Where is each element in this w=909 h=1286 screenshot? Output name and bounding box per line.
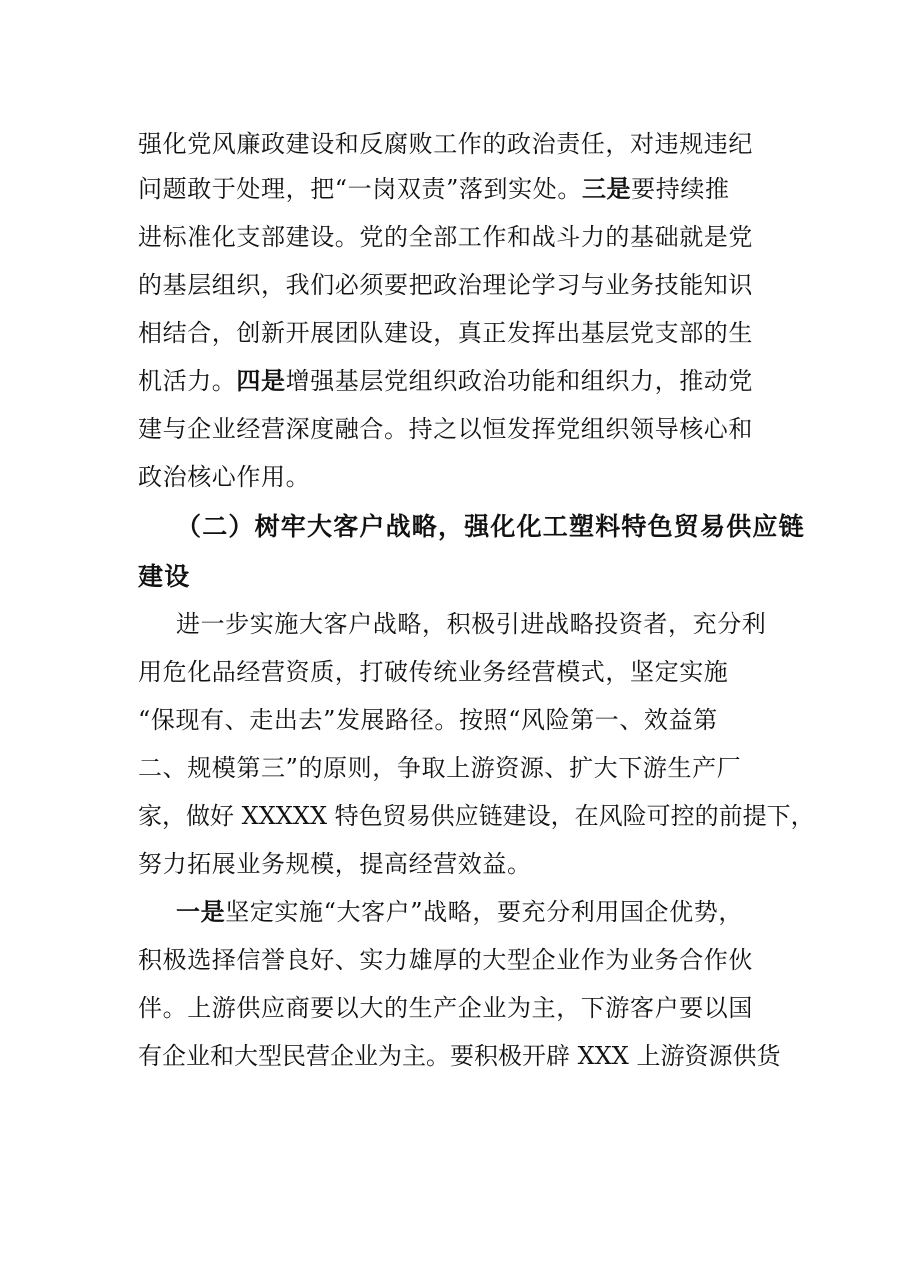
line-text: 用危化品经营资质，打破传统业务经营模式，坚定实施 xyxy=(138,658,729,686)
paragraph-line xyxy=(138,129,753,159)
line-text: 问题敢于处理，把“一岗双责”落到实处。 xyxy=(138,175,582,203)
line-text: 政治核心作用。 xyxy=(138,463,311,491)
section-heading-continued xyxy=(138,562,190,592)
paragraph-line xyxy=(138,801,815,831)
line-text: 强化党风廉政建设和反腐败工作的政治责任，对违规违纪 xyxy=(138,130,753,158)
heading-text: 建设 xyxy=(138,562,191,591)
line-text: 坚定实施“大客户”战略，要充分利用国企优势， xyxy=(225,898,743,926)
paragraph-line xyxy=(176,609,766,639)
paragraph-line xyxy=(138,270,753,300)
line-text: 积极选择信誉良好、实力雄厚的大型企业作为业务合作伙 xyxy=(138,946,753,974)
paragraph-line xyxy=(138,993,753,1023)
line-text: 努力拓展业务规模，提高经营效益。 xyxy=(138,850,532,878)
paragraph-line xyxy=(138,753,741,783)
line-text: 要持续推 xyxy=(631,175,730,203)
line-text: 建与企业经营深度融合。持之以恒发挥党组织领导核心和 xyxy=(138,415,753,443)
paragraph-line xyxy=(138,657,728,687)
line-text: 二、规模第三”的原则，争取上游资源、扩大下游生产厂 xyxy=(138,754,742,782)
line-text: 进一步实施大客户战略，积极引进战略投资者，充分利 xyxy=(176,610,767,638)
paragraph-line xyxy=(138,945,753,975)
line-text: 进标准化支部建设。党的全部工作和战斗力的基础就是党 xyxy=(138,223,753,251)
line-text: 有企业和大型民营企业为主。要积极开辟 XXX 上游资源供货 xyxy=(138,1042,781,1070)
paragraph-line xyxy=(138,1041,781,1071)
paragraph-line xyxy=(138,849,532,879)
section-heading xyxy=(176,512,805,542)
emphasis-text: 四是 xyxy=(236,366,286,395)
heading-text: （二）树牢大客户战略，强化化工塑料特色贸易供应链 xyxy=(176,512,805,541)
line-text: 机活力。 xyxy=(138,367,237,395)
line-text: 的基层组织，我们必须要把政治理论学习与业务技能知识 xyxy=(138,271,753,299)
paragraph-line xyxy=(138,414,753,444)
paragraph-line xyxy=(138,318,753,348)
paragraph-line xyxy=(138,222,753,252)
paragraph-line xyxy=(176,897,743,927)
line-text: 增强基层党组织政治功能和组织力，推动党 xyxy=(285,367,754,395)
paragraph-line xyxy=(138,366,753,396)
paragraph-line xyxy=(138,462,310,492)
paragraph-line xyxy=(138,174,730,204)
paragraph-line xyxy=(138,705,718,735)
line-text: 相结合，创新开展团队建设，真正发挥出基层党支部的生 xyxy=(138,319,753,347)
emphasis-text: 一是 xyxy=(176,897,226,926)
emphasis-text: 三是 xyxy=(581,174,632,203)
line-text: 伴。上游供应商要以大的生产企业为主，下游客户要以国 xyxy=(138,994,753,1022)
line-text: 家，做好 XXXXX 特色贸易供应链建设，在风险可控的前提下， xyxy=(138,802,815,830)
line-text: “保现有、走出去”发展路径。按照“风险第一、效益第 xyxy=(138,706,718,734)
